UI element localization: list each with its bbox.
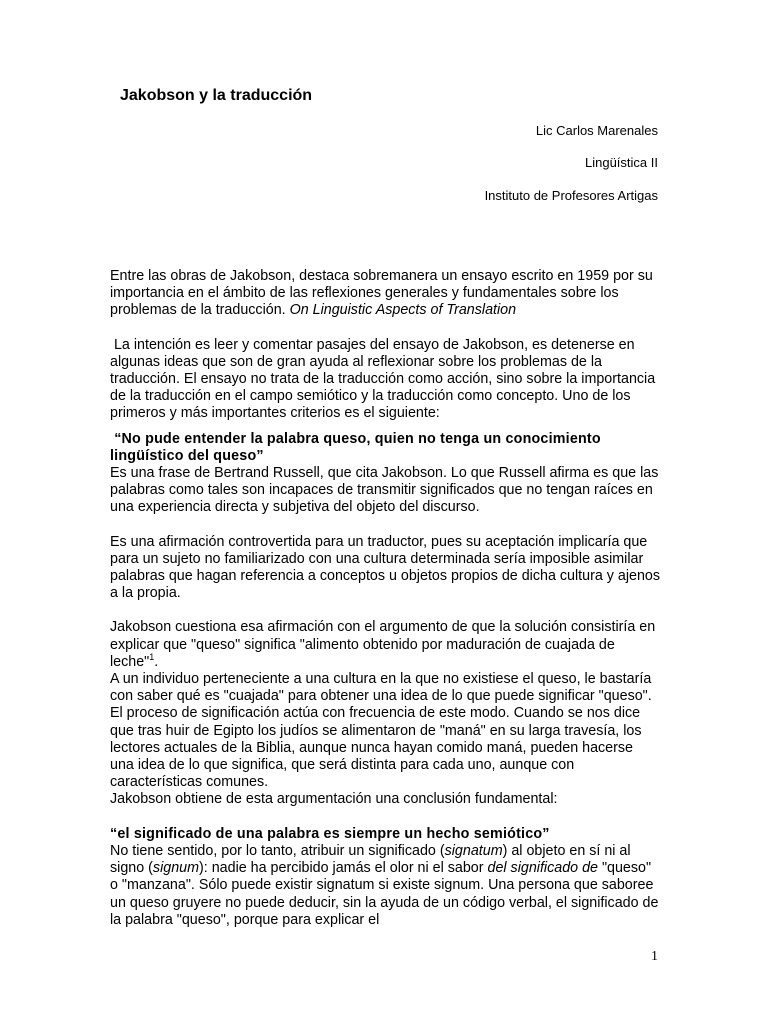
signatum-term: signatum (444, 842, 503, 859)
signatum-text-c: ): nadie ha percibido jamás el olor ni el sabor (199, 860, 488, 877)
paragraph-conclusion-intro: Jakobson obtiene de esta argumentación una conclusión fundamental: (110, 791, 558, 808)
essay-title: On Linguistic Aspects of Translation (289, 302, 517, 319)
author-name: Lic Carlos Marenales (535, 123, 658, 138)
significado-italic: del significado de (487, 860, 598, 877)
semiotic-quote: “el significado de una palabra es siempre un hecho semiótico” (110, 825, 550, 842)
institute-name: Instituto de Profesores Artigas (484, 188, 658, 203)
course-name: Lingüística II (585, 155, 658, 170)
intro-text: Entre las obras de Jakobson, destaca sobremanera un ensayo escrito en 1959 por su importancia en el ámbito de las reflexiones generales y fundamentales sobre los problemas de la traducción. (110, 268, 653, 319)
paragraph-russell: Es una frase de Bertrand Russell, que cita Jakobson. Lo que Russell afirma es que las palabras como tales son incapaces de transmitir significados que no tengan raíces en una experiencia directa y subjetiva del objeto del discurso. (110, 465, 659, 516)
document-body (110, 268, 660, 929)
paragraph-signatum (110, 843, 660, 929)
paragraph-controversy: Es una afirmación controvertida para un traductor, pues su aceptación implicaría que para un sujeto no familiarizado con una cultura determinada sería imposible asimilar palabras que hagan referencia a conceptos u objetos propios de dicha cultura y ajenos a la propia. (110, 533, 661, 602)
paragraph-cuajada: A un individuo perteneciente a una cultura en la que no existiese el queso, le bastaría con saber qué es "cuajada" para obtener una idea de lo que puede significar "queso". El proceso de significación actúa con frecuencia de este modo. Cuando se nos dice que tras huir de Egipto los judíos se alimentaron de "maná" en su larga travesía, los lectores actuales de la Biblia, aunque nunca hayan comido maná, pueden hacerse una idea de lo que significa, que será distinta para cada uno, aunque con características comunes. (110, 671, 652, 791)
signum-term: signum (152, 860, 200, 877)
signatum-text-b: ) al objeto en sí ni al signo ( (110, 842, 631, 877)
signatum-text-a: No tiene sentido, por lo tanto, atribuir un significado ( (110, 842, 445, 859)
footnote-marker[interactable]: 1 (149, 652, 155, 663)
paragraph-purpose: La intención es leer y comentar pasajes del ensayo de Jakobson, es detenerse en algunas ideas que son de gran ayuda al reflexionar sobre los problemas de la traducción. El ensayo no trata de la traducción como acción, sino sobre la importancia de la traducción en el campo semiótico y la traducción como concepto. Uno de los primeros y más importantes criterios es el siguiente: (110, 336, 660, 422)
argument-end: . (154, 653, 159, 670)
argument-text: Jakobson cuestiona esa afirmación con el argumento de que la solución consistiría en explicar que "queso" significa "alimento obtenido por maduración de cuajada de leche" (110, 619, 656, 670)
signatum-text-d: "queso" o "manzana". Sólo puede existir signatum si existe signum. Una persona que saboree un queso gruyere no puede deducir, sin la ayuda de un código verbal, el significado de la palabra "queso", porque para explicar el (110, 860, 659, 928)
paragraph-intro (110, 268, 660, 320)
paragraph-jakobson-argument (110, 619, 660, 671)
document-title: Jakobson y la traducción (120, 87, 313, 104)
russell-quote: “No pude entender la palabra queso, quien no tenga un conocimiento lingüístico del queso” (110, 430, 606, 464)
page-number: 1 (651, 949, 658, 964)
